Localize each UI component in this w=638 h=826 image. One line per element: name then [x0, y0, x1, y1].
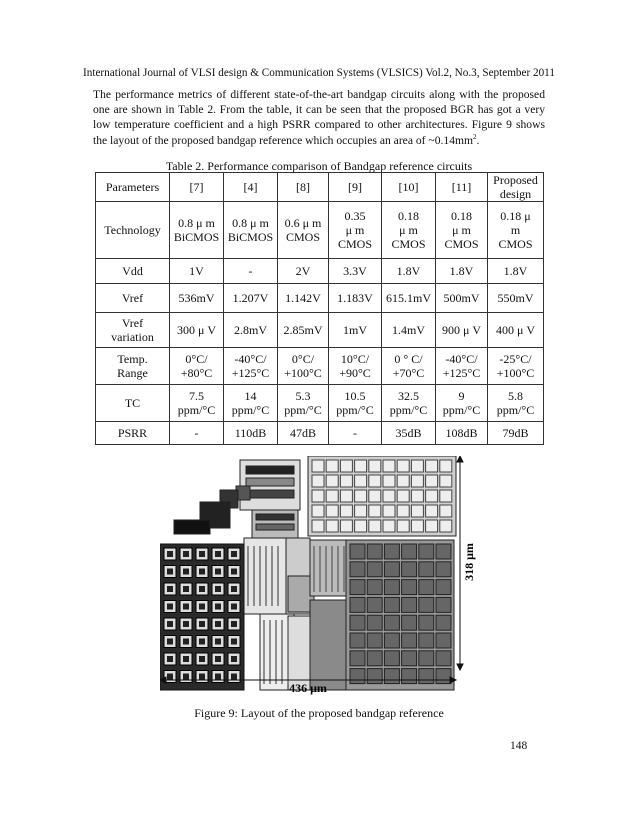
- table-cell: [170, 385, 224, 422]
- top-grid-cell: [411, 505, 423, 517]
- bottom-grid-cell: [384, 562, 399, 577]
- area-superscript: 2: [473, 132, 477, 141]
- bjt-cell-core: [199, 551, 205, 557]
- cell-text: 500mV: [443, 291, 480, 305]
- bottom-grid-cell: [402, 633, 417, 648]
- column-header-text: [8]: [296, 180, 310, 194]
- cell-text: 400 μ V: [495, 323, 536, 337]
- column-header-text: Parameters: [105, 180, 160, 194]
- row-label: [96, 313, 170, 348]
- top-grid-cell: [369, 490, 381, 502]
- top-grid-cell: [440, 490, 452, 502]
- bjt-cell-core: [167, 569, 173, 575]
- table-cell: [329, 284, 382, 313]
- height-dimension-label: 318 μm: [462, 543, 476, 581]
- table-cell: [224, 259, 278, 284]
- top-grid-cell: [340, 460, 352, 472]
- bjt-cell-core: [231, 621, 237, 627]
- bjt-cell-core: [231, 656, 237, 662]
- bjt-cell-core: [231, 674, 237, 680]
- cell-text: 2.8mV: [234, 323, 267, 337]
- column-header: [382, 173, 436, 202]
- top-grid-cell: [340, 490, 352, 502]
- bottom-grid-cell: [419, 580, 434, 595]
- top-grid-cell: [326, 460, 338, 472]
- bottom-grid-cell: [402, 651, 417, 666]
- bottom-grid-cell: [419, 562, 434, 577]
- cell-text: 79dB: [502, 426, 529, 440]
- top-grid-cell: [369, 505, 381, 517]
- table-cell: [278, 259, 329, 284]
- row-label: [96, 348, 170, 385]
- table-cell: [170, 422, 224, 445]
- cell-text: 0.35 μ m CMOS: [337, 209, 372, 251]
- bjt-cell-core: [199, 621, 205, 627]
- cell-text: 5.3 ppm/°C: [284, 389, 322, 417]
- bjt-cell-core: [183, 656, 189, 662]
- bottom-grid-cell: [350, 544, 365, 559]
- table-row: [96, 284, 544, 313]
- bottom-grid-cell: [367, 580, 382, 595]
- top-grid-cell: [369, 475, 381, 487]
- table-cell: [224, 422, 278, 445]
- table-row: [96, 385, 544, 422]
- bjt-cell-core: [183, 604, 189, 610]
- table-cell: [278, 313, 329, 348]
- column-header: [488, 173, 544, 202]
- top-grid-cell: [440, 475, 452, 487]
- column-header: [329, 173, 382, 202]
- cell-text: 0°C/ +100°C: [284, 352, 322, 380]
- top-grid-cell: [326, 505, 338, 517]
- bottom-grid-cell: [350, 615, 365, 630]
- table-cell: [488, 313, 544, 348]
- table-cell: [224, 313, 278, 348]
- bottom-grid-cell: [402, 597, 417, 612]
- bottom-grid-cell: [436, 615, 451, 630]
- bjt-cell-core: [231, 551, 237, 557]
- cell-text: 1.207V: [232, 291, 269, 305]
- bjt-cell-core: [215, 674, 221, 680]
- bottom-grid-cell: [350, 562, 365, 577]
- cell-text: 10°C/ +90°C: [339, 352, 371, 380]
- table-cell: [278, 385, 329, 422]
- top-grid-cell: [440, 460, 452, 472]
- bjt-cell-core: [183, 586, 189, 592]
- bjt-cell-core: [183, 551, 189, 557]
- table-cell: [382, 202, 436, 259]
- bottom-grid-cell: [367, 633, 382, 648]
- bjt-cell-core: [215, 551, 221, 557]
- table-cell: [278, 284, 329, 313]
- cell-text: 35dB: [395, 426, 422, 440]
- column-header: [224, 173, 278, 202]
- bjt-cell-core: [167, 656, 173, 662]
- table-cell: [170, 284, 224, 313]
- top-grid-cell: [383, 475, 395, 487]
- table-cell: [382, 259, 436, 284]
- column-header-text: [7]: [189, 180, 204, 194]
- cell-text: -: [248, 264, 253, 278]
- bottom-grid-cell: [384, 580, 399, 595]
- cell-text: 1.4mV: [392, 323, 425, 337]
- column-header-text: [9]: [348, 180, 362, 194]
- cell-text: 1.8V: [449, 264, 474, 278]
- top-grid-cell: [440, 520, 452, 532]
- top-grid-cell: [326, 475, 338, 487]
- top-grid-cell: [426, 475, 438, 487]
- column-header-text: [4]: [243, 180, 258, 194]
- cell-text: Vdd: [122, 264, 143, 278]
- cell-text: 615.1mV: [386, 291, 431, 305]
- cell-text: Vref: [121, 291, 144, 305]
- top-grid-cell: [411, 520, 423, 532]
- table-cell: [170, 348, 224, 385]
- bjt-cell-core: [183, 569, 189, 575]
- bjt-cell-core: [231, 639, 237, 645]
- table-cell: [382, 385, 436, 422]
- bjt-cell-core: [167, 586, 173, 592]
- table-cell: [278, 348, 329, 385]
- bottom-grid-cell: [402, 580, 417, 595]
- table-cell: [488, 385, 544, 422]
- table-cell: [436, 202, 488, 259]
- cell-text: 1.142V: [285, 291, 321, 305]
- cell-text: 1.183V: [337, 291, 373, 305]
- body-paragraph: [93, 87, 545, 148]
- table-cell: [278, 422, 329, 445]
- table-cell: [488, 202, 544, 259]
- bottom-grid-cell: [350, 580, 365, 595]
- cell-text: -25°C/ +100°C: [496, 352, 535, 380]
- bottom-grid-cell: [367, 597, 382, 612]
- bjt-cell-core: [215, 621, 221, 627]
- top-grid-cell: [383, 490, 395, 502]
- bjt-cell-core: [231, 569, 237, 575]
- bjt-cell-core: [183, 621, 189, 627]
- cell-text: 0 ° C/ +70°C: [392, 352, 425, 380]
- cell-text: -40°C/ +125°C: [442, 352, 481, 380]
- table-cell: [436, 385, 488, 422]
- column-header: [278, 173, 329, 202]
- bottom-grid-cell: [436, 651, 451, 666]
- bjt-cell-core: [199, 674, 205, 680]
- top-grid-cell: [426, 520, 438, 532]
- cell-text: 0°C/ +80°C: [180, 352, 213, 380]
- table-row: [96, 202, 544, 259]
- table-cell: [224, 202, 278, 259]
- bjt-cell-core: [215, 639, 221, 645]
- row-label: [96, 284, 170, 313]
- bottom-grid-cell: [436, 562, 451, 577]
- bottom-grid-cell: [367, 562, 382, 577]
- top-grid-cell: [355, 460, 367, 472]
- cell-text: 14 ppm/°C: [231, 389, 270, 417]
- bottom-grid-cell: [350, 597, 365, 612]
- bottom-grid-cell: [402, 615, 417, 630]
- column-header: [96, 173, 170, 202]
- cell-text: -: [353, 426, 357, 440]
- cell-text: 10.5 ppm/°C: [336, 389, 374, 417]
- top-grid-cell: [426, 490, 438, 502]
- bottom-grid-cell: [402, 562, 417, 577]
- bjt-cell-core: [167, 604, 173, 610]
- bottom-grid-cell: [384, 669, 399, 684]
- bjt-cell-core: [183, 639, 189, 645]
- top-grid-cell: [397, 490, 409, 502]
- row-label: [96, 385, 170, 422]
- bottom-grid-cell: [419, 633, 434, 648]
- table-cell: [488, 259, 544, 284]
- bottom-grid-cell: [419, 615, 434, 630]
- bottom-grid-cell: [367, 669, 382, 684]
- table-cell: [170, 259, 224, 284]
- cell-text: 110dB: [234, 426, 267, 440]
- top-grid-cell: [383, 460, 395, 472]
- paragraph-text: The performance metrics of different state-of-the-art bandgap circuits along with the proposed one are shown in Table 2. From the table, it can be seen that the proposed BGR has got a very low temperature coefficient and a high PSRR compared to other architectures. Figure 9 shows the layout of the proposed bandgap reference which occupies an area of ~0.14mm: [93, 88, 545, 147]
- bottom-grid-cell: [402, 544, 417, 559]
- bjt-cell-core: [199, 656, 205, 662]
- cell-text: 536mV: [178, 291, 215, 305]
- row-label: [96, 202, 170, 259]
- column-header-text: [11]: [451, 180, 472, 194]
- cell-text: -40°C/ +125°C: [231, 352, 270, 380]
- top-grid-cell: [411, 475, 423, 487]
- bottom-grid-cell: [419, 669, 434, 684]
- table-cell: [329, 259, 382, 284]
- bjt-cell-core: [199, 639, 205, 645]
- row-label: [96, 422, 170, 445]
- bottom-grid-cell: [384, 651, 399, 666]
- bjt-cell-core: [167, 621, 173, 627]
- bjt-cell-core: [231, 586, 237, 592]
- bottom-grid-cell: [384, 597, 399, 612]
- figure-caption: Figure 9: Layout of the proposed bandgap reference: [194, 706, 444, 720]
- cell-text: 550mV: [497, 291, 534, 305]
- top-grid-cell: [355, 520, 367, 532]
- cell-text: 1.8V: [396, 264, 421, 278]
- cell-text: 1mV: [343, 323, 367, 337]
- top-grid-cell: [397, 505, 409, 517]
- bjt-cell-core: [215, 656, 221, 662]
- column-header-text: Proposed design: [493, 173, 538, 201]
- width-dimension-label: 436 μm: [289, 681, 327, 695]
- cell-text: Technology: [104, 223, 161, 237]
- table-cell: [488, 284, 544, 313]
- bjt-cell-core: [199, 604, 205, 610]
- table-body: [96, 202, 544, 445]
- bottom-grid-cell: [436, 597, 451, 612]
- table-cell: [329, 202, 382, 259]
- table-cell: [329, 422, 382, 445]
- bjt-cell-core: [167, 551, 173, 557]
- table-cell: [436, 422, 488, 445]
- table-cell: [170, 313, 224, 348]
- top-grid-cell: [312, 475, 324, 487]
- table-caption: Table 2. Performance comparison of Bandgap reference circuits: [165, 159, 473, 173]
- table-cell: [488, 348, 544, 385]
- cell-text: TC: [124, 396, 141, 410]
- bottom-grid-cell: [367, 544, 382, 559]
- column-header: [170, 173, 224, 202]
- cell-text: PSRR: [117, 426, 148, 440]
- table-cell: [224, 385, 278, 422]
- cell-text: 9 ppm/°C: [442, 389, 481, 417]
- table-cell: [329, 348, 382, 385]
- table-header-row: [96, 173, 544, 202]
- cell-text: 0.18 μ m CMOS: [391, 209, 426, 251]
- top-grid-cell: [426, 460, 438, 472]
- bottom-grid-cell: [436, 580, 451, 595]
- table-cell: [488, 422, 544, 445]
- cell-text: 47dB: [289, 426, 316, 440]
- cell-text: 0.6 μ m CMOS: [284, 216, 322, 244]
- top-grid-cell: [397, 460, 409, 472]
- table-cell: [436, 259, 488, 284]
- cell-text: 300 μ V: [176, 323, 217, 337]
- cell-text: Vref variation: [111, 316, 154, 344]
- table-cell: [329, 385, 382, 422]
- cell-text: 2V: [295, 264, 311, 278]
- page-number: 148: [510, 740, 528, 752]
- top-grid-cell: [440, 505, 452, 517]
- bottom-grid-cell: [419, 544, 434, 559]
- cell-text: 0.18 μ m CMOS: [444, 209, 479, 251]
- top-grid-cell: [369, 520, 381, 532]
- cell-text: 5.8 ppm/°C: [496, 389, 535, 417]
- bottom-grid-cell: [436, 544, 451, 559]
- top-grid-cell: [312, 520, 324, 532]
- bottom-grid-cell: [402, 669, 417, 684]
- bjt-cell-core: [231, 604, 237, 610]
- table-row: [96, 348, 544, 385]
- top-grid-cell: [340, 520, 352, 532]
- bottom-grid-cell: [419, 651, 434, 666]
- bottom-grid-cell: [419, 597, 434, 612]
- performance-table: [95, 172, 544, 445]
- bottom-grid-cell: [436, 669, 451, 684]
- top-grid-cell: [397, 520, 409, 532]
- top-grid-cell: [383, 520, 395, 532]
- bjt-cell-core: [215, 569, 221, 575]
- top-grid-cell: [355, 505, 367, 517]
- table-cell: [382, 348, 436, 385]
- cell-text: 0.8 μ m BiCMOS: [173, 216, 220, 244]
- bjt-cell-core: [215, 604, 221, 610]
- top-grid-cell: [312, 505, 324, 517]
- cell-text: -: [194, 426, 199, 440]
- top-grid-cell: [312, 460, 324, 472]
- top-grid-cell: [355, 490, 367, 502]
- table-row: [96, 422, 544, 445]
- top-grid-cell: [326, 490, 338, 502]
- top-grid-cell: [426, 505, 438, 517]
- bottom-grid-cell: [367, 615, 382, 630]
- top-grid-cell: [340, 505, 352, 517]
- top-grid-cell: [369, 460, 381, 472]
- table-cell: [170, 202, 224, 259]
- top-grid-cell: [340, 475, 352, 487]
- bottom-grid-cell: [367, 651, 382, 666]
- top-grid-cell: [383, 505, 395, 517]
- cell-text: 1.8V: [503, 264, 528, 278]
- bottom-grid-cell: [350, 651, 365, 666]
- cell-text: 32.5 ppm/°C: [389, 389, 428, 417]
- column-header-text: [10]: [398, 180, 419, 194]
- top-grid-cell: [326, 520, 338, 532]
- bandgap-layout-figure: [160, 456, 480, 696]
- table-cell: [436, 348, 488, 385]
- table-row: [96, 259, 544, 284]
- row-label: [96, 259, 170, 284]
- bottom-grid-cell: [350, 669, 365, 684]
- table-cell: [278, 202, 329, 259]
- bjt-cell-core: [199, 569, 205, 575]
- cell-text: 108dB: [445, 426, 478, 440]
- cell-text: 1V: [189, 264, 204, 278]
- journal-header: International Journal of VLSI design & Communication Systems (VLSICS) Vol.2, No.3, September 2011: [83, 67, 555, 79]
- table-cell: [224, 348, 278, 385]
- bjt-cell-core: [199, 586, 205, 592]
- cell-text: 0.18 μ m CMOS: [498, 209, 533, 251]
- table-cell: [329, 313, 382, 348]
- cell-text: 900 μ V: [441, 323, 482, 337]
- bottom-grid-cell: [384, 633, 399, 648]
- table-cell: [382, 313, 436, 348]
- top-grid-cell: [411, 490, 423, 502]
- bjt-cell-core: [215, 586, 221, 592]
- cell-text: 3.3V: [343, 264, 367, 278]
- bjt-cell-core: [167, 639, 173, 645]
- table-cell: [436, 284, 488, 313]
- table-cell: [436, 313, 488, 348]
- bottom-grid-cell: [384, 615, 399, 630]
- small-block: [310, 600, 346, 690]
- top-grid-cell: [312, 490, 324, 502]
- cell-text: 7.5 ppm/°C: [177, 389, 216, 417]
- table-cell: [382, 422, 436, 445]
- top-grid-cell: [397, 475, 409, 487]
- column-header: [436, 173, 488, 202]
- bjt-cell-core: [183, 674, 189, 680]
- bottom-grid-cell: [384, 544, 399, 559]
- cell-text: 2.85mV: [283, 323, 323, 337]
- cell-text: Temp. Range: [117, 352, 148, 380]
- table-cell: [224, 284, 278, 313]
- top-grid-cell: [411, 460, 423, 472]
- table-row: [96, 313, 544, 348]
- paragraph-end: .: [476, 133, 480, 147]
- top-grid-cell: [355, 475, 367, 487]
- bottom-grid-cell: [350, 633, 365, 648]
- bjt-cell-core: [167, 674, 173, 680]
- cell-text: 0.8 μ m BiCMOS: [227, 216, 274, 244]
- table-cell: [382, 284, 436, 313]
- bottom-grid-cell: [436, 633, 451, 648]
